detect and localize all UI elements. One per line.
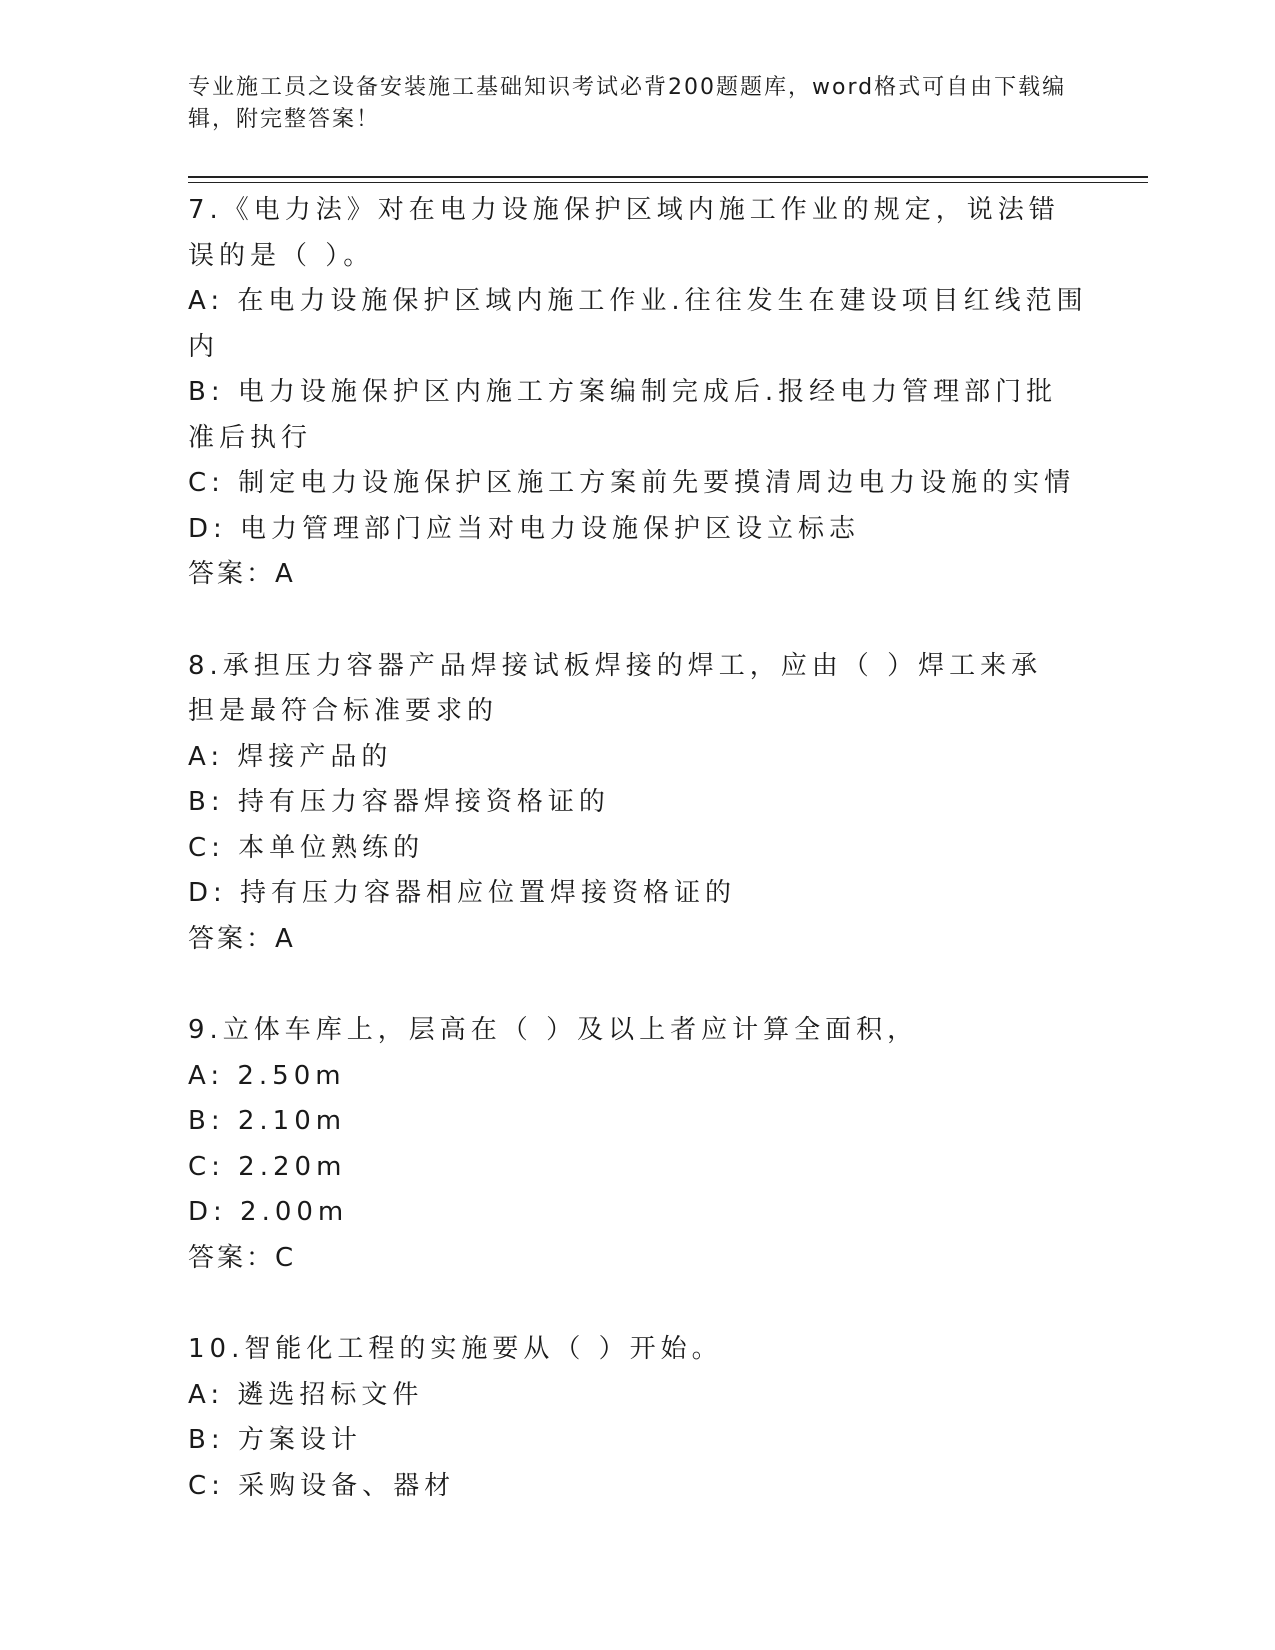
option-b: B: 电力设施保护区内施工方案编制完成后.报经电力管理部门批准后执行 bbox=[188, 377, 1058, 453]
question-7 bbox=[188, 188, 1088, 598]
answer-value: C bbox=[275, 1242, 296, 1273]
option-b: B: 持有压力容器焊接资格证的 bbox=[188, 787, 610, 817]
option-d: D: 电力管理部门应当对电力设施保护区设立标志 bbox=[188, 513, 861, 544]
question-stem: 10.智能化工程的实施要从（ ）开始。 bbox=[188, 1334, 723, 1364]
document-title: 专业施工员之设备安装施工基础知识考试必背200题题库，word格式可自由下载编辑，附完整答案！ bbox=[188, 75, 1067, 132]
option-c: C: 本单位熟练的 bbox=[188, 832, 425, 863]
question-stem: 8.承担压力容器产品焊接试板焊接的焊工，应由（ ）焊工来承担是最符合标准要求的 bbox=[188, 650, 1043, 726]
option-c: C: 制定电力设施保护区施工方案前先要摸清周边电力设施的实情 bbox=[188, 468, 1076, 498]
question-list bbox=[188, 188, 1088, 1555]
question-stem: 9.立体车库上，层高在（ ）及以上者应计算全面积， bbox=[188, 1015, 919, 1045]
header-divider-thin bbox=[188, 182, 1148, 183]
answer-label: 答案： bbox=[188, 1242, 276, 1273]
question-10 bbox=[188, 1327, 1088, 1509]
option-a: A: 2.50m bbox=[188, 1060, 346, 1091]
option-a: A: 焊接产品的 bbox=[188, 741, 393, 772]
option-d: D: 2.00m bbox=[188, 1197, 349, 1227]
option-a: A: 在电力设施保护区域内施工作业.往往发生在建设项目红线范围内 bbox=[188, 286, 1088, 362]
option-a: A: 遴选招标文件 bbox=[188, 1379, 424, 1410]
answer-line bbox=[188, 552, 1088, 598]
answer-line bbox=[188, 917, 1088, 963]
answer-label: 答案： bbox=[188, 923, 276, 954]
question-stem: 7.《电力法》对在电力设施保护区域内施工作业的规定，说法错误的是（ ）。 bbox=[188, 195, 1060, 271]
question-8 bbox=[188, 644, 1088, 963]
answer-label: 答案： bbox=[188, 559, 276, 589]
answer-line bbox=[188, 1236, 1088, 1282]
option-d: D: 持有压力容器相应位置焊接资格证的 bbox=[188, 878, 737, 908]
option-b: B: 方案设计 bbox=[188, 1425, 362, 1455]
option-c: C: 2.20m bbox=[188, 1151, 347, 1182]
header-divider bbox=[188, 176, 1148, 178]
answer-value: A bbox=[275, 923, 295, 954]
option-b: B: 2.10m bbox=[188, 1106, 347, 1136]
question-9 bbox=[188, 1008, 1088, 1281]
option-c: C: 采购设备、器材 bbox=[188, 1470, 456, 1501]
answer-value: A bbox=[275, 559, 295, 589]
